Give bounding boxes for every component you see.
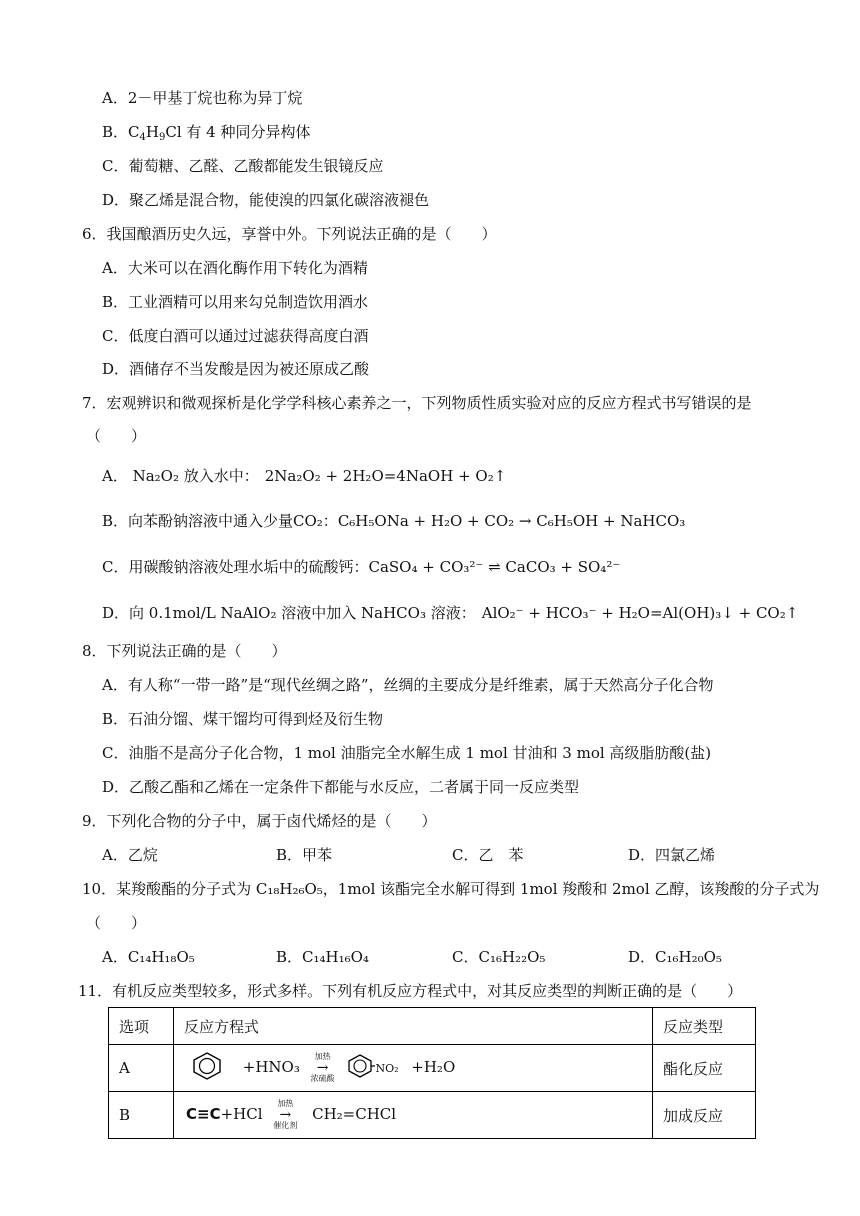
row-a-equation: [174, 1045, 653, 1092]
q9-option-a: A．乙烷: [102, 846, 158, 864]
row-b-reactant: C≡C: [186, 1105, 221, 1123]
row-a-cond-top: 加热: [314, 1052, 331, 1061]
q7-option-c-equation: CaSO₄ + CO₃²⁻ ⇌ CaCO₃ + SO₄²⁻: [368, 558, 621, 576]
q9-option-b: B．甲苯: [276, 846, 333, 864]
q8-stem: 8．下列说法正确的是（ ）: [82, 642, 287, 660]
header-type: 反应类型: [653, 1008, 756, 1045]
table-row-a: [109, 1045, 756, 1092]
reaction-table: [108, 1007, 756, 1139]
q10-option-a: A．C₁₄H₁₈O₅: [102, 948, 195, 966]
q5-option-b: [102, 122, 310, 148]
q9-stem: 9．下列化合物的分子中，属于卤代烯烃的是（ ）: [82, 812, 437, 830]
q7-option-b-text: B．向苯酚钠溶液中通入少量CO₂：: [102, 512, 338, 530]
q5-option-b-sub2: 9: [158, 132, 166, 143]
q7-option-c-text: C．用碳酸钠溶液处理水垢中的硫酸钙：: [102, 558, 369, 576]
q6-option-a: A．大米可以在酒化酶作用下转化为酒精: [102, 259, 368, 277]
row-b-type: 加成反应: [653, 1092, 756, 1139]
q5-option-b-post: Cl 有 4 种同分异构体: [165, 123, 311, 141]
q7-option-b: [102, 511, 685, 531]
header-equation: 反应方程式: [174, 1008, 653, 1045]
q6-option-c: C．低度白酒可以通过过滤获得高度白酒: [102, 327, 369, 345]
row-a-option: A: [109, 1045, 174, 1092]
q7-stem: 7．宏观辨识和微观探析是化学学科核心素养之一，下列物质性质实验对应的反应方程式书写错误的是: [82, 394, 752, 412]
q5-option-b-mid: H: [145, 123, 159, 141]
q5-option-a: A．2－甲基丁烷也称为异丁烷: [102, 89, 303, 107]
row-b-option: B: [109, 1092, 174, 1139]
q7-option-c: [102, 557, 620, 577]
q10-option-d: D．C₁₆H₂₀O₅: [628, 948, 722, 966]
q10-paren: （ ）: [86, 914, 147, 932]
reaction-arrow-icon: →: [279, 1107, 292, 1123]
q8-option-d: D．乙酸乙酯和乙烯在一定条件下都能与水反应，二者属于同一反应类型: [102, 778, 580, 796]
row-b-equation: [174, 1092, 653, 1139]
header-option: 选项: [109, 1008, 174, 1045]
row-b-condition: [267, 1100, 303, 1130]
q10-stem: 10．某羧酸酯的分子式为 C₁₈H₂₆O₅，1mol 该酯完全水解可得到 1mol 羧酸和 2mol 乙醇，该羧酸的分子式为: [82, 880, 820, 898]
q5-option-b-pre: B．C: [102, 123, 140, 141]
benzene-ring-icon: [190, 1051, 224, 1085]
q7-option-a: [102, 466, 506, 486]
q8-option-c: C．油脂不是高分子化合物，1 mol 油脂完全水解生成 1 mol 甘油和 3 mol 高级脂肪酸(盐): [102, 744, 712, 762]
nitrobenzene-ring-icon: [345, 1051, 375, 1085]
row-a-group: NO₂: [375, 1062, 399, 1075]
q7-option-b-equation: C₆H₅ONa + H₂O + CO₂ → C₆H₅OH + NaHCO₃: [337, 512, 686, 530]
q7-option-a-equation: 2Na₂O₂ + 2H₂O=4NaOH + O₂↑: [264, 467, 507, 485]
row-a-cond-bottom: 浓硫酸: [310, 1074, 335, 1083]
q7-option-d-text: D．向 0.1mol/L NaAlO₂ 溶液中加入 NaHCO₃ 溶液：: [102, 604, 476, 622]
q5-option-b-sub1: 4: [139, 132, 146, 143]
row-a-condition: [305, 1053, 341, 1083]
row-b-cond-bottom: 催化剂: [273, 1121, 298, 1130]
q8-option-b: B．石油分馏、煤干馏均可得到烃及衍生物: [102, 710, 384, 728]
reaction-arrow-icon: →: [316, 1060, 329, 1076]
q11-stem: 11．有机反应类型较多，形式多样。下列有机反应方程式中，对其反应类型的判断正确的是（ ）: [78, 982, 743, 1000]
q7-option-d: [102, 603, 798, 623]
q7-option-a-text: A． Na₂O₂ 放入水中：: [102, 467, 259, 485]
q8-option-a: A．有人称“一带一路”是“现代丝绸之路”，丝绸的主要成分是纤维素，属于天然高分子化合物: [102, 676, 714, 694]
q6-option-d: D．酒储存不当发酸是因为被还原成乙酸: [102, 360, 370, 378]
q9-option-d: D．四氯乙烯: [628, 846, 716, 864]
row-a-type: 酯化反应: [653, 1045, 756, 1092]
reaction-table-header: [109, 1008, 756, 1045]
row-b-reagent: +HCl: [220, 1105, 263, 1123]
q6-stem: 6．我国酿酒历史久远，享誉中外。下列说法正确的是（ ）: [82, 225, 497, 243]
q5-option-d: D．聚乙烯是混合物，能使溴的四氯化碳溶液褪色: [102, 191, 430, 209]
q7-option-d-equation: AlO₂⁻ + HCO₃⁻ + H₂O=Al(OH)₃↓ + CO₂↑: [481, 604, 799, 622]
row-a-tail: +H₂O: [411, 1058, 456, 1076]
q10-option-b: B．C₁₄H₁₆O₄: [276, 948, 369, 966]
q9-option-c: C．乙 苯: [452, 846, 524, 864]
q10-option-c: C．C₁₆H₂₂O₅: [452, 948, 546, 966]
q5-option-c: C．葡萄糖、乙醛、乙酸都能发生银镜反应: [102, 157, 384, 175]
q7-paren: （ ）: [86, 427, 147, 445]
q6-option-b: B．工业酒精可以用来勾兑制造饮用酒水: [102, 293, 369, 311]
row-b-cond-top: 加热: [277, 1099, 294, 1108]
row-b-product: CH₂=CHCl: [312, 1105, 397, 1123]
table-row-b: [109, 1092, 756, 1139]
row-a-reagent: +HNO₃: [242, 1058, 300, 1076]
